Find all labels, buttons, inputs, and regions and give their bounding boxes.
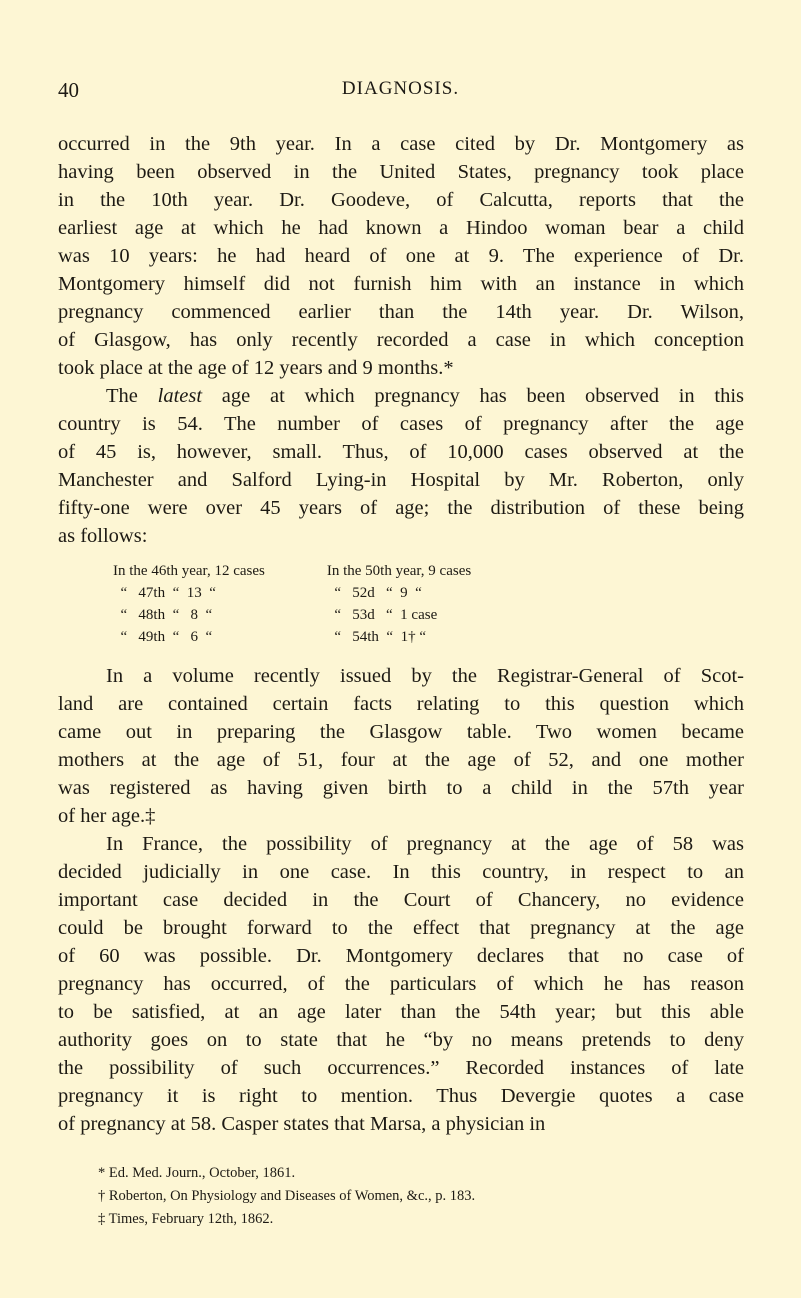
text-line: the possibility of such occurrences.” Recorded instances of late [58,1057,744,1079]
text-line: having been observed in the United States, pregnancy took place [58,161,744,183]
footnote: † Roberton, On Physiology and Diseases of Women, &c., p. 183. [98,1188,476,1204]
text-line: was registered as having given birth to a child in the 57th year [58,777,744,799]
page-number: 40 [58,78,79,102]
text-line: In France, the possibility of pregnancy at the age of 58 was [106,833,744,855]
text-line: fifty-one were over 45 years of age; the distribution of these being [58,497,744,519]
text-line: pregnancy commenced earlier than the 14th year. Dr. Wilson, [58,301,744,323]
table-row: “ 47th “ 13 “ [113,585,216,601]
text-line: of Glasgow, has only recently recorded a case in which conception [58,329,744,351]
text-line: took place at the age of 12 years and 9 months.* [58,357,454,379]
text-line: came out in preparing the Glasgow table. Two women became [58,721,744,743]
text-line: important case decided in the Court of Chancery, no evidence [58,889,744,911]
text-line: of her age.‡ [58,805,156,827]
text-line: Manchester and Salford Lying-in Hospital by Mr. Roberton, only [58,469,744,491]
text-line: was 10 years: he had heard of one at 9. The experience of Dr. [58,245,744,267]
text-line: in the 10th year. Dr. Goodeve, of Calcutta, reports that the [58,189,744,211]
text-line: pregnancy has occurred, of the particulars of which he has reason [58,973,744,995]
age-distribution-table [58,560,744,648]
text-line: In a volume recently issued by the Registrar-General of Scot- [106,665,744,687]
footnote: * Ed. Med. Journ., October, 1861. [98,1165,296,1181]
footnote: ‡ Times, February 12th, 1862. [98,1211,274,1227]
text-line: pregnancy it is right to mention. Thus Devergie quotes a case [58,1085,744,1107]
table-row: “ 49th “ 6 “ [113,629,213,645]
text-line: mothers at the age of 51, four at the age of 52, and one mother [58,749,744,771]
text-line: of 60 was possible. Dr. Montgomery declares that no case of [58,945,744,967]
text-line: land are contained certain facts relating to this question which [58,693,744,715]
table-column-left [113,560,265,648]
running-title: DIAGNOSIS. [341,78,460,99]
table-row: “ 53d “ 1 case [326,607,438,623]
text-line: earliest age at which he had known a Hindoo woman bear a child [58,217,744,239]
table-column-right [327,560,471,648]
text-line: The latest age at which pregnancy has been observed in this [106,385,745,407]
table-row: “ 54th “ 1† “ [326,629,426,645]
text-line: as follows: [58,525,148,547]
text-line: of 45 is, however, small. Thus, of 10,000 cases observed at the [58,441,744,463]
table-row: “ 48th “ 8 “ [113,607,213,623]
text-line: Montgomery himself did not furnish him with an instance in which [58,273,744,295]
text-line: of pregnancy at 58. Casper states that Marsa, a physician in [58,1113,546,1135]
table-row: “ 52d “ 9 “ [326,585,422,601]
table-row: In the 50th year, 9 cases [326,563,472,579]
body-text [58,130,744,1138]
running-header [58,78,743,108]
text-line: authority goes on to state that he “by no means pretends to deny [58,1029,744,1051]
text-line: to be satisfied, at an age later than the 54th year; but this able [58,1001,744,1023]
text-line: decided judicially in one case. In this country, in respect to an [58,861,744,883]
text-line: could be brought forward to the effect that pregnancy at the age [58,917,744,939]
table-row: In the 46th year, 12 cases [113,563,265,579]
text-line: country is 54. The number of cases of pregnancy after the age [58,413,744,435]
text-line: occurred in the 9th year. In a case cited by Dr. Montgomery as [58,133,744,155]
footnotes [98,1162,475,1231]
